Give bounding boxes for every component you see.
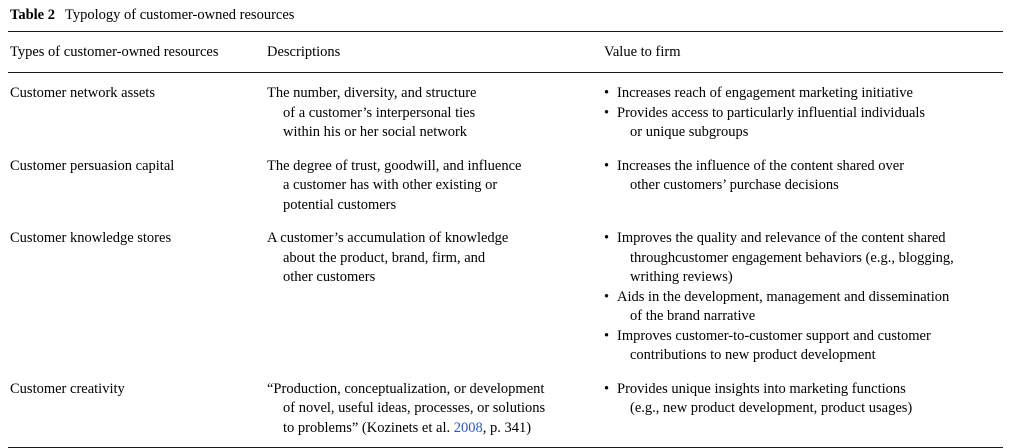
bullet-line: • Improves the quality and relevance of the content shared (617, 230, 946, 246)
column-header-value: Value to firm (604, 44, 681, 60)
description-line: potential customers (283, 196, 397, 213)
column-header-descriptions: Descriptions (267, 44, 341, 60)
row-type: Customer creativity (10, 380, 125, 397)
table-header (8, 32, 1003, 72)
value-bullet-list (604, 84, 993, 143)
table-row (8, 148, 1003, 221)
value-bullet-list (604, 229, 993, 366)
description-line: within his or her social network (283, 124, 468, 140)
table-row (8, 220, 1003, 371)
description-line: a customer has with other existing or (283, 177, 498, 193)
list-item (604, 288, 993, 327)
bullet-line: of the brand narrative (630, 308, 756, 324)
typology-table (8, 32, 1003, 72)
bullet-line: other customers’ purchase decisions (630, 177, 839, 193)
bullet-line: • Provides access to particularly influential individuals (617, 104, 926, 121)
row-type: Customer persuasion capital (10, 157, 175, 174)
bullet-line: (e.g., new product development, product usages) (630, 400, 913, 416)
list-item (604, 380, 993, 419)
description-line: of a customer’s interpersonal ties (283, 104, 476, 121)
row-description (265, 148, 602, 221)
row-type: Customer knowledge stores (10, 230, 172, 246)
bullet-line: or unique subgroups (630, 124, 749, 140)
list-item (604, 104, 993, 143)
list-item (604, 327, 993, 366)
table-row (8, 73, 1003, 148)
description-line: about the product, brand, firm, and (283, 249, 486, 266)
list-item (604, 84, 993, 104)
table-header-row (8, 32, 1003, 72)
citation-link[interactable]: 2008 (453, 419, 483, 436)
bullet-line: contributions to new product development (630, 347, 876, 363)
description-line: The degree of trust, goodwill, and influence (267, 157, 522, 174)
table-caption-label: Table 2 (10, 7, 55, 23)
value-bullet-list (604, 157, 993, 196)
description-line: “Production, conceptualization, or development (267, 380, 545, 397)
bullet-line: • Increases reach of engagement marketing initiative (617, 85, 913, 101)
row-description (265, 73, 602, 148)
row-value (602, 148, 1003, 221)
column-header-types: Types of customer-owned resources (10, 44, 219, 60)
table-caption (8, 0, 1003, 31)
description-line-text: to problems” (Kozinets et al. (283, 419, 454, 436)
row-type: Customer network assets (10, 85, 155, 101)
row-description (265, 220, 602, 371)
list-item (604, 229, 993, 288)
bullet-line: throughcustomer engagement behaviors (e.g., blogging, (630, 249, 954, 266)
description-line-tail: , p. 341) (482, 419, 532, 436)
row-value (602, 73, 1003, 148)
description-line-with-citation (267, 419, 592, 439)
description-line: A customer’s accumulation of knowledge (267, 230, 509, 246)
list-item (604, 157, 993, 196)
description-line: of novel, useful ideas, processes, or solutions (283, 400, 546, 416)
row-value (602, 220, 1003, 371)
table-caption-text: Typology of customer-owned resources (65, 7, 295, 23)
row-value (602, 371, 1003, 444)
bullet-line: writhing reviews) (630, 269, 733, 285)
description-line: The number, diversity, and structure (267, 85, 477, 101)
bullet-line: • Aids in the development, management and dissemination (617, 288, 950, 305)
table-row (8, 371, 1003, 444)
bullet-line: • Increases the influence of the content shared over (617, 157, 905, 174)
typology-table-body (8, 73, 1003, 443)
bullet-line: • Improves customer-to-customer support and customer (617, 327, 931, 344)
value-bullet-list (604, 380, 993, 419)
bullet-line: • Provides unique insights into marketing functions (617, 380, 906, 397)
row-description (265, 371, 602, 444)
description-line: other customers (283, 269, 376, 285)
